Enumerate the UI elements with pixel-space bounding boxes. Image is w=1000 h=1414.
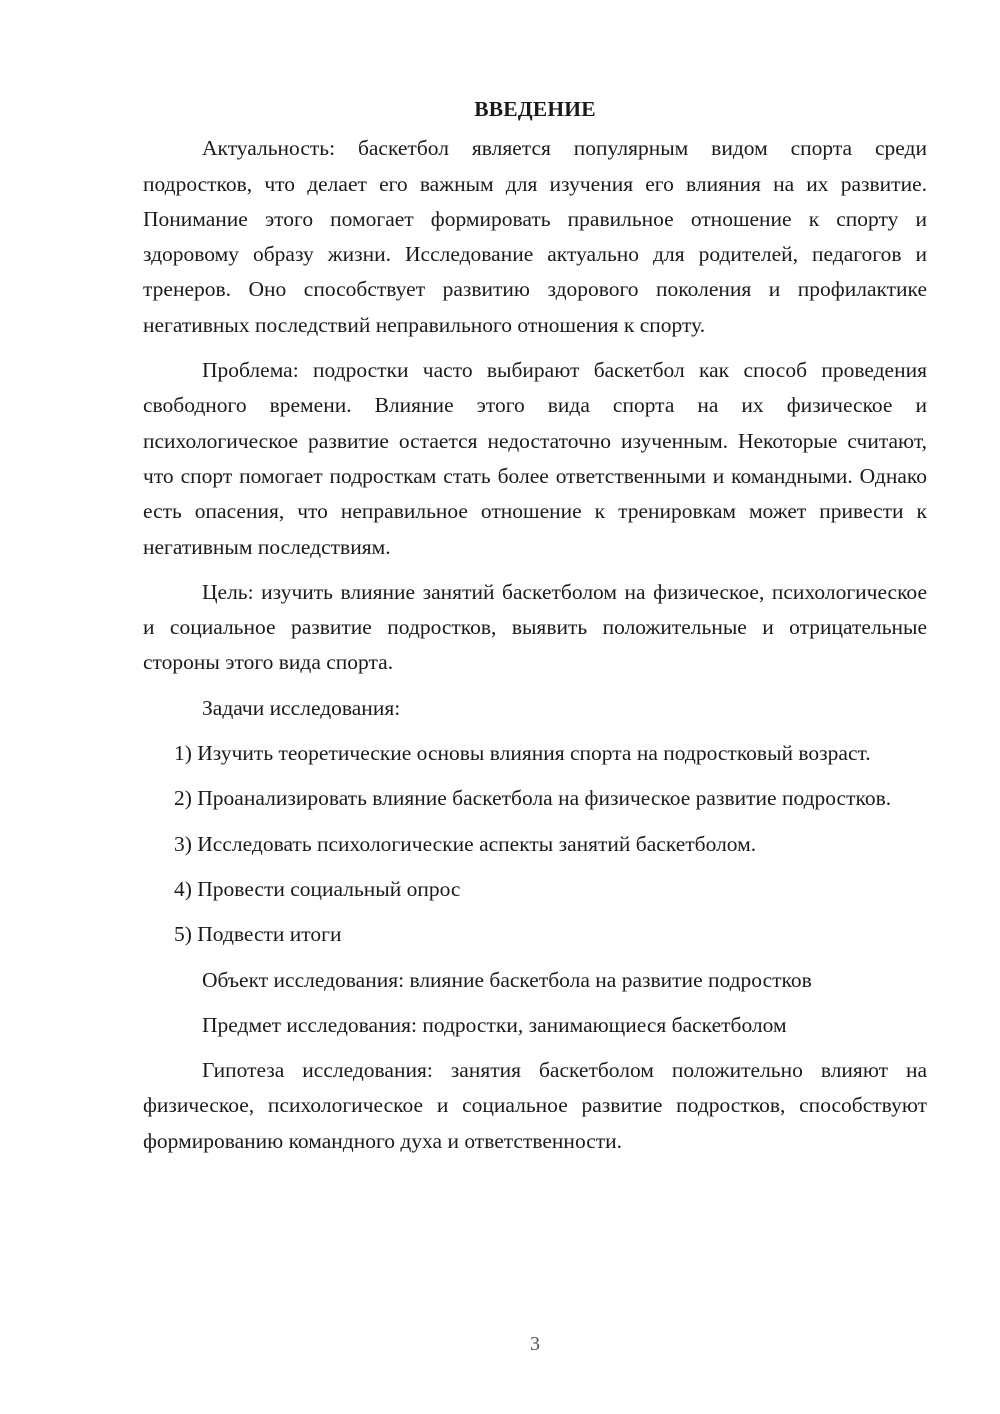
paragraph-problem: Проблема: подростки часто выбирают баскетбол как способ проведения свободного времени. Влияние этого вида спорта на их физическое и психологическое развитие остается недостаточно изученным. Некоторые считают, что спорт помогает подросткам стать более ответственными и командными. Однако есть опасения, что неправильное отношение к тренировкам может привести к негативным последствиям. [143, 358, 927, 559]
task-item-1: 1) Изучить теоретические основы влияния спорта на подростковый возраст. [174, 741, 871, 766]
task-item-2: 2) Проанализировать влияние баскетбола на физическое развитие подростков. [174, 786, 892, 811]
research-subject: Предмет исследования: подростки, занимающиеся баскетболом [202, 1012, 787, 1037]
page-number: 3 [530, 1333, 540, 1355]
section-title: ВВЕДЕНИЕ [474, 97, 596, 121]
paragraph-goal: Цель: изучить влияние занятий баскетболом на физическое, психологическое и социальное развитие подростков, выявить положительные и отрицательные стороны этого вида спорта. [143, 579, 927, 675]
research-object: Объект исследования: влияние баскетбола на развитие подростков [202, 967, 812, 992]
task-item-3: 3) Исследовать психологические аспекты занятий баскетболом. [174, 831, 757, 856]
document-page [143, 92, 927, 1169]
paragraph-relevance: Актуальность: баскетбол является популярным видом спорта среди подростков, что делает его важным для изучения его влияния на их развитие. Понимание этого помогает формировать правильное отношение к спорту и здоровому образу жизни. Исследование актуально для родителей, педагогов и тренеров. Оно способствует развитию здорового поколения и профилактике негативных последствий неправильного отношения к спорту. [143, 136, 927, 337]
task-item-5: 5) Подвести итоги [174, 922, 342, 947]
research-hypothesis: Гипотеза исследования: занятия баскетболом положительно влияют на физическое, психологическое и социальное развитие подростков, способствуют формированию командного духа и ответственности. [143, 1058, 927, 1153]
tasks-heading: Задачи исследования: [202, 695, 401, 720]
task-item-4: 4) Провести социальный опрос [174, 876, 461, 901]
